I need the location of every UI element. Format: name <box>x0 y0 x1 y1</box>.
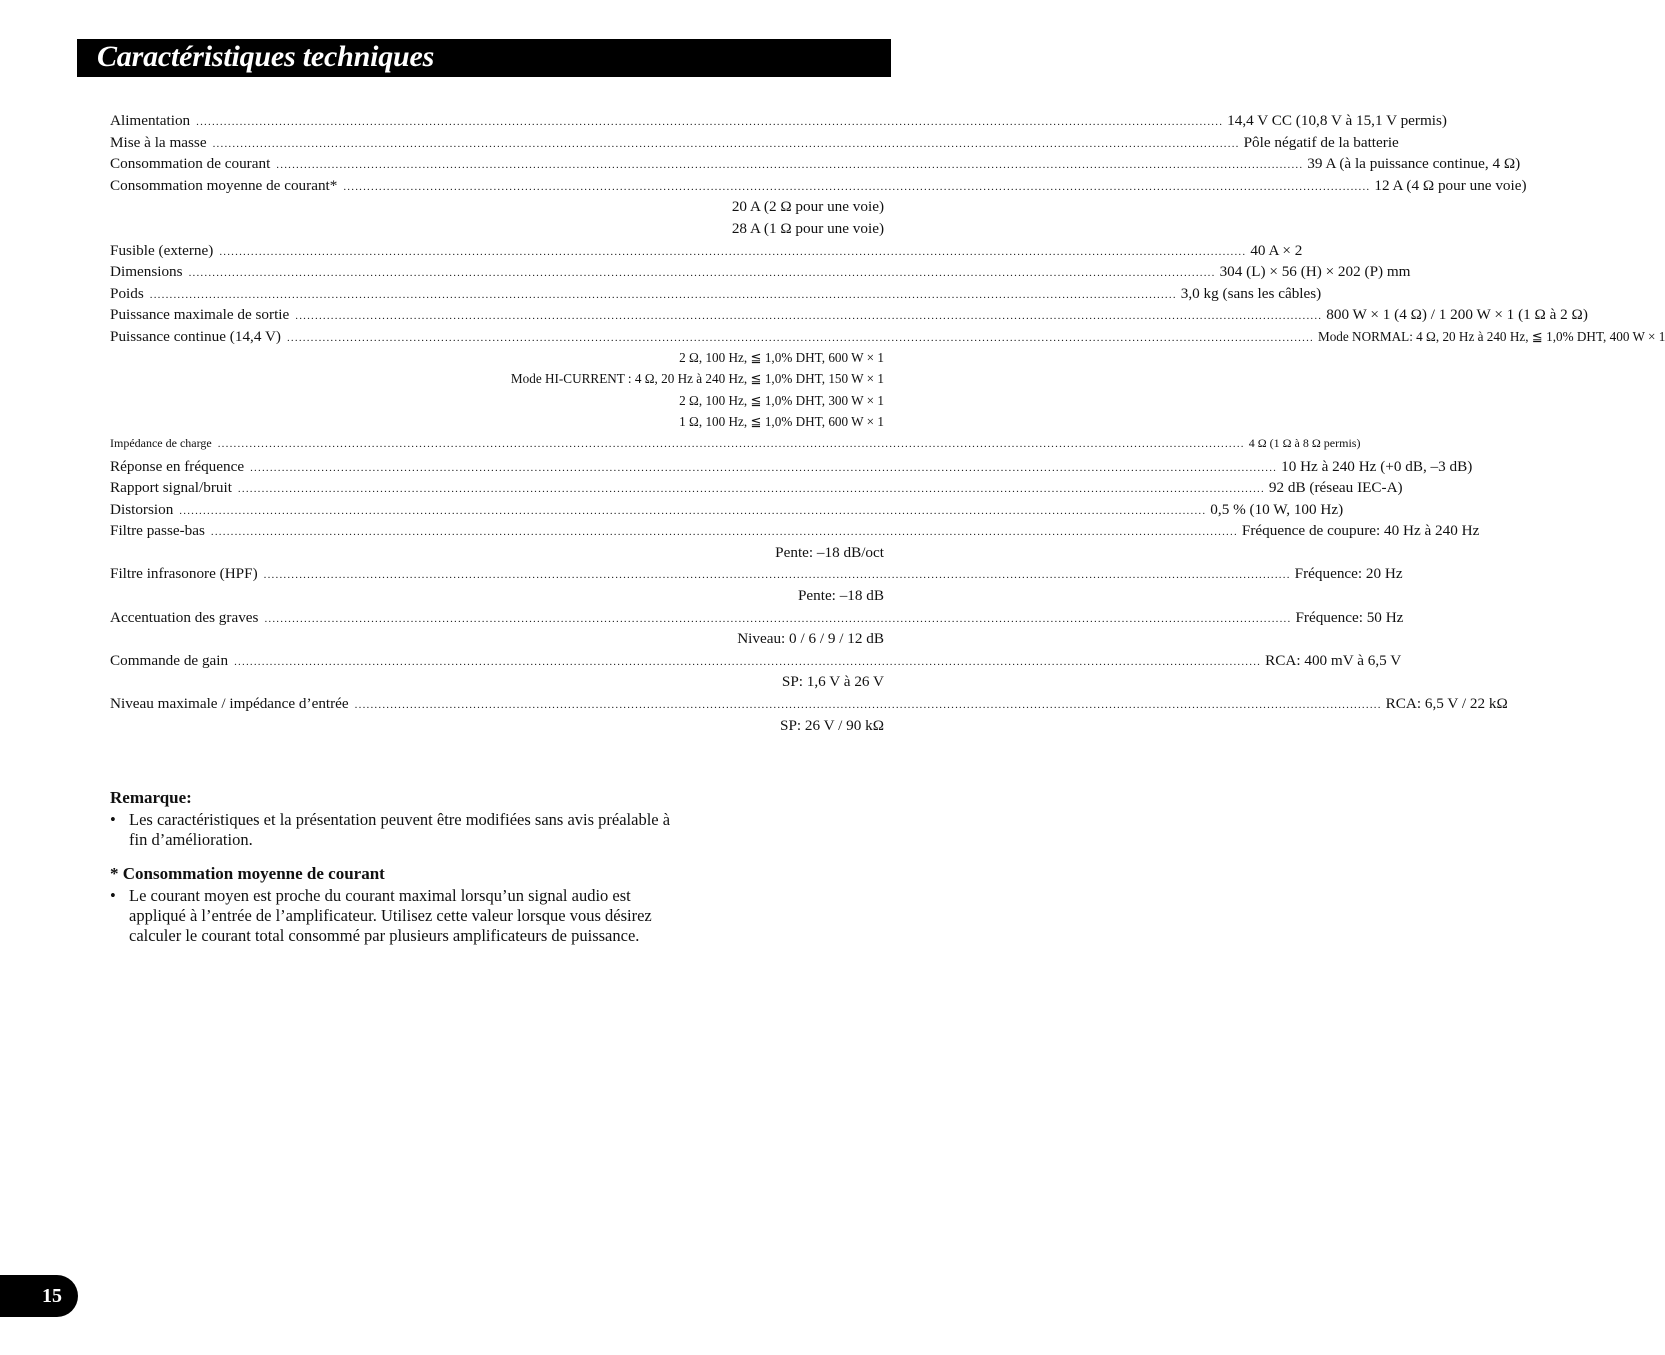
spec-value: Mode HI-CURRENT : 4 Ω, 20 Hz à 240 Hz, ≦ 1,0% DHT, 150 W × 1 <box>510 371 884 387</box>
spec-row <box>110 695 1508 717</box>
dot-leader: .................................................................................................................................................................................................................................................................... <box>149 288 1177 301</box>
spec-value: 4 Ω (1 Ω à 8 Ω permis) <box>1248 435 1361 450</box>
dot-leader: .................................................................................................................................................................................................................................................................... <box>196 116 1224 128</box>
dot-leader: .................................................................................................................................................................................................................................................................... <box>343 180 1371 193</box>
spec-label: Commande de gain <box>110 651 229 669</box>
spec-row <box>110 457 1473 480</box>
spec-row <box>110 565 1403 587</box>
spec-row <box>110 435 1361 458</box>
dot-leader: .................................................................................................................................................................................................................................................................... <box>264 612 1292 625</box>
spec-row <box>110 522 1480 544</box>
page-number: 15 <box>42 1285 62 1307</box>
spec-label: Puissance maximale de sortie <box>110 306 290 324</box>
spec-value: 92 dB (réseau IEC-A) <box>1268 479 1403 497</box>
dot-leader: .................................................................................................................................................................................................................................................................... <box>276 159 1304 172</box>
spec-row <box>110 500 1344 523</box>
spec-row <box>110 284 1322 307</box>
spec-value: 2 Ω, 100 Hz, ≦ 1,0% DHT, 300 W × 1 <box>679 392 884 408</box>
page-number-tab <box>0 1275 78 1317</box>
spec-label: Niveau maximale / impédance d’entrée <box>110 695 349 713</box>
dot-leader: .................................................................................................................................................................................................................................................................... <box>188 267 1216 280</box>
spec-row-continuation <box>110 220 884 242</box>
spec-label: Puissance continue (14,4 V) <box>110 327 281 345</box>
spec-label: Distorsion <box>110 500 174 518</box>
spec-row <box>110 112 1447 134</box>
remark-text: Les caractéristiques et la présentation peuvent être modifiées sans avis préalable à fin d’amélioration. <box>129 810 671 849</box>
spec-label: Alimentation <box>110 112 191 129</box>
dot-leader: .................................................................................................................................................................................................................................................................... <box>179 504 1207 517</box>
spec-row-continuation <box>110 544 884 566</box>
consumption-heading: * Consommation moyenne de courant <box>110 864 385 883</box>
spec-value: SP: 1,6 V à 26 V <box>781 673 884 691</box>
spec-row <box>110 608 1404 631</box>
spec-row-continuation <box>110 630 884 652</box>
spec-value: 1 Ω, 100 Hz, ≦ 1,0% DHT, 600 W × 1 <box>679 414 884 430</box>
dot-leader: .................................................................................................................................................................................................................................................................... <box>263 569 1291 582</box>
spec-label: Filtre infrasonore (HPF) <box>110 565 258 583</box>
spec-value: Fréquence de coupure: 40 Hz à 240 Hz <box>1241 522 1480 540</box>
bullet-mark: • <box>110 810 116 829</box>
spec-row-continuation <box>110 717 884 739</box>
spec-value: 28 A (1 Ω pour une voie) <box>731 219 884 237</box>
dot-leader: .................................................................................................................................................................................................................................................................... <box>234 655 1262 668</box>
spec-value: Pôle négatif de la batterie <box>1243 133 1399 151</box>
spec-row <box>110 133 1399 156</box>
spec-row-continuation <box>110 371 884 393</box>
spec-label: Rapport signal/bruit <box>110 479 232 497</box>
spec-value: 40 A × 2 <box>1250 241 1303 259</box>
spec-row-continuation <box>110 587 884 609</box>
spec-row <box>110 263 1411 285</box>
spec-row-continuation <box>110 673 884 695</box>
spec-row-continuation <box>110 198 884 220</box>
title-bar <box>77 39 891 77</box>
spec-value: Fréquence: 50 Hz <box>1295 608 1404 626</box>
spec-value: RCA: 400 mV à 6,5 V <box>1265 651 1402 669</box>
spec-value: 0,5 % (10 W, 100 Hz) <box>1210 500 1344 518</box>
spec-value: 20 A (2 Ω pour une voie) <box>731 198 884 216</box>
consumption-text: Le courant moyen est proche du courant maximal lorsqu’un signal audio est appliqué à l’entrée de l’amplificateur. Utilisez cette valeur lorsque vous désirez calculer le courant total consommé par plusieurs amplificateurs de puissance. <box>129 886 652 945</box>
spec-label: Consommation moyenne de courant* <box>110 176 338 194</box>
spec-label: Dimensions <box>110 263 183 281</box>
dot-leader: .................................................................................................................................................................................................................................................................... <box>354 699 1382 712</box>
spec-row-continuation <box>110 414 884 436</box>
spec-value: 10 Hz à 240 Hz (+0 dB, –3 dB) <box>1281 457 1473 475</box>
spec-row <box>110 651 1402 674</box>
spec-value: 14,4 V CC (10,8 V à 15,1 V permis) <box>1227 112 1447 129</box>
dot-leader: .................................................................................................................................................................................................................................................................... <box>217 437 1245 450</box>
page-title: Caractéristiques techniques <box>97 40 435 73</box>
dot-leader: .................................................................................................................................................................................................................................................................... <box>212 137 1240 150</box>
spec-value: 12 A (4 Ω pour une voie) <box>1374 176 1527 194</box>
notes-section <box>110 788 750 946</box>
bullet-item <box>110 886 750 946</box>
spec-value: 2 Ω, 100 Hz, ≦ 1,0% DHT, 600 W × 1 <box>679 349 884 365</box>
dot-leader: .................................................................................................................................................................................................................................................................... <box>295 310 1323 323</box>
dot-leader: .................................................................................................................................................................................................................................................................... <box>219 245 1247 258</box>
spec-value: Pente: –18 dB <box>797 587 884 605</box>
bullet-mark: • <box>110 886 116 905</box>
spec-row <box>110 241 1303 264</box>
spec-value: RCA: 6,5 V / 22 kΩ <box>1385 695 1508 713</box>
spec-row-continuation <box>110 350 884 372</box>
specifications-list <box>110 112 1665 738</box>
spec-value: SP: 26 V / 90 kΩ <box>780 716 884 734</box>
spec-label: Filtre passe-bas <box>110 522 205 540</box>
spec-label: Réponse en fréquence <box>110 457 245 475</box>
spec-value: Niveau: 0 / 6 / 9 / 12 dB <box>737 630 884 648</box>
spec-row-continuation <box>110 393 884 415</box>
spec-label: Accentuation des graves <box>110 608 259 626</box>
remark-heading: Remarque: <box>110 788 192 807</box>
spec-row <box>110 155 1521 177</box>
spec-label: Fusible (externe) <box>110 241 214 259</box>
spec-row <box>110 306 1588 328</box>
spec-label: Impédance de charge <box>110 435 212 450</box>
spec-value: 3,0 kg (sans les câbles) <box>1180 284 1322 302</box>
spec-label: Mise à la masse <box>110 133 207 151</box>
dot-leader: .................................................................................................................................................................................................................................................................... <box>250 461 1278 474</box>
dot-leader: .................................................................................................................................................................................................................................................................... <box>210 526 1238 539</box>
spec-value: 800 W × 1 (4 Ω) / 1 200 W × 1 (1 Ω à 2 Ω) <box>1326 306 1588 324</box>
dot-leader: .................................................................................................................................................................................................................................................................... <box>286 331 1314 344</box>
bullet-item <box>110 810 750 850</box>
spec-value: Pente: –18 dB/oct <box>775 543 884 561</box>
spec-label: Poids <box>110 284 144 302</box>
spec-value: 304 (L) × 56 (H) × 202 (P) mm <box>1219 263 1411 281</box>
spec-value: Fréquence: 20 Hz <box>1294 565 1403 583</box>
spec-row <box>110 479 1403 501</box>
spec-label: Consommation de courant <box>110 155 271 173</box>
spec-value: 39 A (à la puissance continue, 4 Ω) <box>1307 155 1521 173</box>
spec-row <box>110 176 1527 199</box>
spec-row <box>110 327 1665 350</box>
dot-leader: .................................................................................................................................................................................................................................................................... <box>237 483 1265 496</box>
spec-value: Mode NORMAL: 4 Ω, 20 Hz à 240 Hz, ≦ 1,0% DHT, 400 W × 1 <box>1317 328 1665 344</box>
